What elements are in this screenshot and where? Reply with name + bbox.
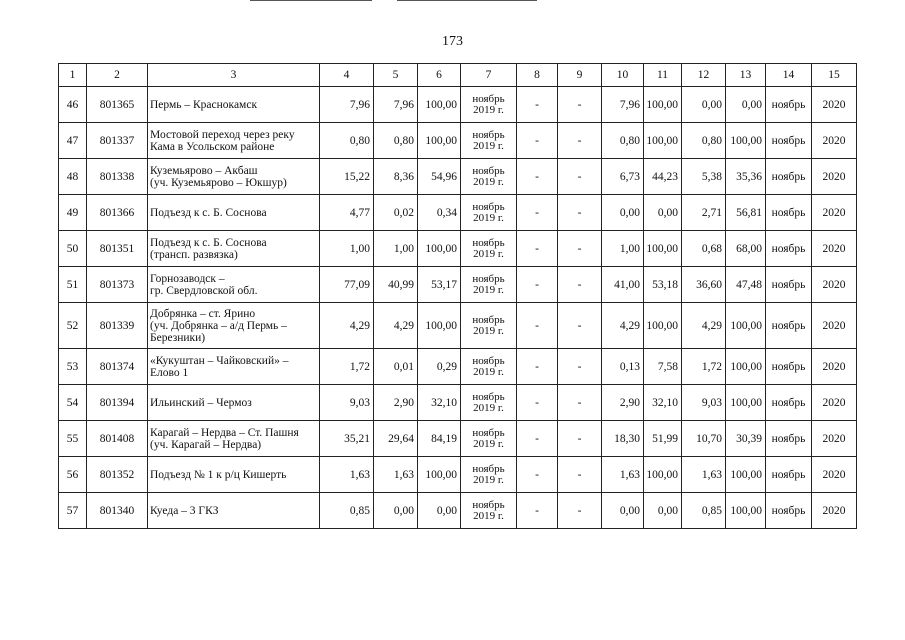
- name-cell-line: «Кукуштан – Чайковский» –: [150, 354, 289, 367]
- col12-cell: 36,60: [682, 267, 726, 303]
- col8-cell: -: [517, 159, 558, 195]
- name-cell: [148, 159, 320, 195]
- column-header: 6: [418, 64, 461, 87]
- month-cell-line: ноябрь: [472, 354, 505, 367]
- row-number-cell: 51: [59, 267, 87, 303]
- table-row: [59, 421, 857, 457]
- col9-cell: -: [558, 421, 602, 457]
- name-cell-line: Горнозаводск –: [150, 272, 225, 285]
- month-cell: [461, 303, 517, 349]
- length-cell: 0,80: [320, 123, 374, 159]
- col12-cell: 0,85: [682, 493, 726, 529]
- table-header-row: [59, 64, 857, 87]
- month-cell: [461, 87, 517, 123]
- col12-cell: 0,68: [682, 231, 726, 267]
- col13-cell: 100,00: [726, 457, 766, 493]
- year-cell: 2020: [812, 303, 857, 349]
- month-cell-line: 2019 г.: [473, 139, 504, 152]
- code-cell: 801352: [87, 457, 148, 493]
- col13-cell: 47,48: [726, 267, 766, 303]
- column-header: 2: [87, 64, 148, 87]
- name-cell-line: Березники): [150, 331, 206, 344]
- code-cell: 801394: [87, 385, 148, 421]
- column-header: 8: [517, 64, 558, 87]
- name-cell-line: Куземьярово – Акбаш: [150, 164, 258, 177]
- completed-cell: 29,64: [374, 421, 418, 457]
- row-number-cell: 54: [59, 385, 87, 421]
- name-cell: [148, 231, 320, 267]
- percent-cell: 54,96: [418, 159, 461, 195]
- table-row: [59, 123, 857, 159]
- code-cell: 801374: [87, 349, 148, 385]
- col8-cell: -: [517, 195, 558, 231]
- col8-cell: -: [517, 87, 558, 123]
- month-cell: [461, 493, 517, 529]
- row-number-cell: 52: [59, 303, 87, 349]
- month-cell-line: 2019 г.: [473, 211, 504, 224]
- col9-cell: -: [558, 159, 602, 195]
- year-cell: 2020: [812, 195, 857, 231]
- length-cell: 1,00: [320, 231, 374, 267]
- name-cell-line: (трансп. развязка): [150, 248, 238, 261]
- code-cell: 801338: [87, 159, 148, 195]
- column-header: 15: [812, 64, 857, 87]
- name-cell: [148, 385, 320, 421]
- row-number-cell: 53: [59, 349, 87, 385]
- column-header: 14: [766, 64, 812, 87]
- name-cell-line: Мостовой переход через реку: [150, 128, 295, 141]
- col13-cell: 56,81: [726, 195, 766, 231]
- table-row: [59, 87, 857, 123]
- name-cell-line: (уч. Куземьярово – Юкшур): [150, 176, 287, 189]
- col14-cell: ноябрь: [766, 195, 812, 231]
- column-header: 10: [602, 64, 644, 87]
- code-cell: 801351: [87, 231, 148, 267]
- col13-cell: 100,00: [726, 493, 766, 529]
- year-cell: 2020: [812, 349, 857, 385]
- col13-cell: 35,36: [726, 159, 766, 195]
- table-row: [59, 195, 857, 231]
- completed-cell: 4,29: [374, 303, 418, 349]
- year-cell: 2020: [812, 493, 857, 529]
- col8-cell: -: [517, 267, 558, 303]
- data-table: [58, 63, 857, 529]
- completed-cell: 1,63: [374, 457, 418, 493]
- col11-cell: 100,00: [644, 123, 682, 159]
- month-cell-line: ноябрь: [472, 462, 505, 475]
- col14-cell: ноябрь: [766, 303, 812, 349]
- table-row: [59, 267, 857, 303]
- col13-cell: 100,00: [726, 303, 766, 349]
- table-row: [59, 231, 857, 267]
- name-cell-line: Подъезд № 1 к р/ц Кишерть: [150, 468, 287, 481]
- month-cell: [461, 267, 517, 303]
- month-cell-line: 2019 г.: [473, 401, 504, 414]
- name-cell-line: Карагай – Нердва – Ст. Пашня: [150, 426, 299, 439]
- col9-cell: -: [558, 385, 602, 421]
- col11-cell: 100,00: [644, 303, 682, 349]
- col14-cell: ноябрь: [766, 493, 812, 529]
- col10-cell: 0,80: [602, 123, 644, 159]
- col9-cell: -: [558, 195, 602, 231]
- percent-cell: 100,00: [418, 123, 461, 159]
- month-cell-line: ноябрь: [472, 390, 505, 403]
- col8-cell: -: [517, 493, 558, 529]
- col14-cell: ноябрь: [766, 457, 812, 493]
- completed-cell: 0,80: [374, 123, 418, 159]
- col13-cell: 30,39: [726, 421, 766, 457]
- month-cell-line: ноябрь: [472, 426, 505, 439]
- month-cell-line: ноябрь: [472, 92, 505, 105]
- name-cell-line: Подъезд к с. Б. Соснова: [150, 206, 267, 219]
- code-cell: 801337: [87, 123, 148, 159]
- col14-cell: ноябрь: [766, 421, 812, 457]
- length-cell: 35,21: [320, 421, 374, 457]
- table-row: [59, 385, 857, 421]
- col10-cell: 0,00: [602, 195, 644, 231]
- col14-cell: ноябрь: [766, 385, 812, 421]
- name-cell: [148, 421, 320, 457]
- column-header: 7: [461, 64, 517, 87]
- year-cell: 2020: [812, 87, 857, 123]
- percent-cell: 100,00: [418, 303, 461, 349]
- year-cell: 2020: [812, 457, 857, 493]
- row-number-cell: 49: [59, 195, 87, 231]
- row-number-cell: 55: [59, 421, 87, 457]
- table-row: [59, 303, 857, 349]
- col12-cell: 2,71: [682, 195, 726, 231]
- name-cell-line: Подъезд к с. Б. Соснова: [150, 236, 267, 249]
- column-header: 12: [682, 64, 726, 87]
- name-cell: [148, 457, 320, 493]
- row-number-cell: 46: [59, 87, 87, 123]
- year-cell: 2020: [812, 123, 857, 159]
- percent-cell: 100,00: [418, 231, 461, 267]
- month-cell-line: ноябрь: [472, 498, 505, 511]
- percent-cell: 100,00: [418, 457, 461, 493]
- name-cell-line: Куеда – 3 ГКЗ: [150, 504, 219, 517]
- code-cell: 801340: [87, 493, 148, 529]
- percent-cell: 53,17: [418, 267, 461, 303]
- col8-cell: -: [517, 231, 558, 267]
- month-cell-line: 2019 г.: [473, 247, 504, 260]
- completed-cell: 40,99: [374, 267, 418, 303]
- name-cell-line: (уч. Карагай – Нердва): [150, 438, 262, 451]
- col11-cell: 0,00: [644, 493, 682, 529]
- col12-cell: 10,70: [682, 421, 726, 457]
- col12-cell: 1,72: [682, 349, 726, 385]
- completed-cell: 2,90: [374, 385, 418, 421]
- year-cell: 2020: [812, 385, 857, 421]
- month-cell-line: 2019 г.: [473, 324, 504, 337]
- year-cell: 2020: [812, 267, 857, 303]
- col8-cell: -: [517, 303, 558, 349]
- col8-cell: -: [517, 123, 558, 159]
- col9-cell: -: [558, 457, 602, 493]
- col14-cell: ноябрь: [766, 123, 812, 159]
- col8-cell: -: [517, 457, 558, 493]
- col10-cell: 4,29: [602, 303, 644, 349]
- length-cell: 1,63: [320, 457, 374, 493]
- code-cell: 801366: [87, 195, 148, 231]
- completed-cell: 8,36: [374, 159, 418, 195]
- year-cell: 2020: [812, 159, 857, 195]
- column-header: 4: [320, 64, 374, 87]
- col12-cell: 9,03: [682, 385, 726, 421]
- col11-cell: 44,23: [644, 159, 682, 195]
- name-cell-line: Пермь – Краснокамск: [150, 98, 258, 111]
- name-cell: [148, 493, 320, 529]
- percent-cell: 0,00: [418, 493, 461, 529]
- col12-cell: 5,38: [682, 159, 726, 195]
- col14-cell: ноябрь: [766, 267, 812, 303]
- col14-cell: ноябрь: [766, 349, 812, 385]
- col9-cell: -: [558, 303, 602, 349]
- table-row: [59, 159, 857, 195]
- completed-cell: 7,96: [374, 87, 418, 123]
- col9-cell: -: [558, 231, 602, 267]
- percent-cell: 0,34: [418, 195, 461, 231]
- col11-cell: 100,00: [644, 231, 682, 267]
- col14-cell: ноябрь: [766, 231, 812, 267]
- col14-cell: ноябрь: [766, 159, 812, 195]
- code-cell: 801339: [87, 303, 148, 349]
- name-cell: [148, 123, 320, 159]
- name-cell: [148, 87, 320, 123]
- col10-cell: 41,00: [602, 267, 644, 303]
- month-cell-line: ноябрь: [472, 272, 505, 285]
- col12-cell: 0,80: [682, 123, 726, 159]
- col13-cell: 100,00: [726, 385, 766, 421]
- month-cell-line: ноябрь: [472, 164, 505, 177]
- month-cell: [461, 195, 517, 231]
- col9-cell: -: [558, 493, 602, 529]
- length-cell: 7,96: [320, 87, 374, 123]
- column-header: 1: [59, 64, 87, 87]
- month-cell-line: 2019 г.: [473, 175, 504, 188]
- month-cell-line: ноябрь: [472, 313, 505, 326]
- table-row: [59, 493, 857, 529]
- col13-cell: 0,00: [726, 87, 766, 123]
- col11-cell: 100,00: [644, 457, 682, 493]
- col10-cell: 0,13: [602, 349, 644, 385]
- month-cell-line: 2019 г.: [473, 283, 504, 296]
- percent-cell: 100,00: [418, 87, 461, 123]
- col10-cell: 0,00: [602, 493, 644, 529]
- row-number-cell: 47: [59, 123, 87, 159]
- col10-cell: 1,00: [602, 231, 644, 267]
- col9-cell: -: [558, 123, 602, 159]
- column-header: 5: [374, 64, 418, 87]
- col14-cell: ноябрь: [766, 87, 812, 123]
- completed-cell: 0,01: [374, 349, 418, 385]
- length-cell: 1,72: [320, 349, 374, 385]
- month-cell: [461, 159, 517, 195]
- col8-cell: -: [517, 349, 558, 385]
- percent-cell: 84,19: [418, 421, 461, 457]
- col8-cell: -: [517, 385, 558, 421]
- month-cell-line: 2019 г.: [473, 437, 504, 450]
- name-cell-line: гр. Свердловской обл.: [150, 284, 258, 297]
- col11-cell: 32,10: [644, 385, 682, 421]
- col8-cell: -: [517, 421, 558, 457]
- length-cell: 0,85: [320, 493, 374, 529]
- name-cell-line: (уч. Добрянка – а/д Пермь –: [150, 319, 287, 332]
- col11-cell: 51,99: [644, 421, 682, 457]
- month-cell: [461, 385, 517, 421]
- year-cell: 2020: [812, 231, 857, 267]
- col11-cell: 53,18: [644, 267, 682, 303]
- table-row: [59, 457, 857, 493]
- name-cell: [148, 267, 320, 303]
- month-cell-line: 2019 г.: [473, 103, 504, 116]
- length-cell: 4,29: [320, 303, 374, 349]
- col11-cell: 0,00: [644, 195, 682, 231]
- month-cell-line: ноябрь: [472, 236, 505, 249]
- col9-cell: -: [558, 349, 602, 385]
- col9-cell: -: [558, 267, 602, 303]
- month-cell: [461, 457, 517, 493]
- year-cell: 2020: [812, 421, 857, 457]
- month-cell-line: 2019 г.: [473, 473, 504, 486]
- code-cell: 801373: [87, 267, 148, 303]
- col11-cell: 100,00: [644, 87, 682, 123]
- col13-cell: 100,00: [726, 349, 766, 385]
- col10-cell: 7,96: [602, 87, 644, 123]
- completed-cell: 0,02: [374, 195, 418, 231]
- row-number-cell: 50: [59, 231, 87, 267]
- col12-cell: 1,63: [682, 457, 726, 493]
- column-header: 11: [644, 64, 682, 87]
- month-cell: [461, 349, 517, 385]
- completed-cell: 0,00: [374, 493, 418, 529]
- length-cell: 15,22: [320, 159, 374, 195]
- name-cell: [148, 349, 320, 385]
- name-cell-line: Ильинский – Чермоз: [150, 396, 252, 409]
- name-cell-line: Кама в Усольском районе: [150, 140, 275, 153]
- top-rule-left: [250, 0, 372, 1]
- name-cell: [148, 195, 320, 231]
- col9-cell: -: [558, 87, 602, 123]
- length-cell: 9,03: [320, 385, 374, 421]
- name-cell-line: Добрянка – ст. Ярино: [150, 307, 256, 320]
- col10-cell: 6,73: [602, 159, 644, 195]
- column-header: 3: [148, 64, 320, 87]
- month-cell: [461, 421, 517, 457]
- length-cell: 77,09: [320, 267, 374, 303]
- name-cell-line: Елово 1: [150, 366, 189, 379]
- col10-cell: 2,90: [602, 385, 644, 421]
- length-cell: 4,77: [320, 195, 374, 231]
- page-number: 173: [442, 34, 463, 49]
- col10-cell: 18,30: [602, 421, 644, 457]
- col12-cell: 4,29: [682, 303, 726, 349]
- completed-cell: 1,00: [374, 231, 418, 267]
- row-number-cell: 57: [59, 493, 87, 529]
- col13-cell: 68,00: [726, 231, 766, 267]
- month-cell: [461, 123, 517, 159]
- code-cell: 801408: [87, 421, 148, 457]
- col12-cell: 0,00: [682, 87, 726, 123]
- name-cell: [148, 303, 320, 349]
- percent-cell: 0,29: [418, 349, 461, 385]
- col11-cell: 7,58: [644, 349, 682, 385]
- month-cell-line: ноябрь: [472, 128, 505, 141]
- percent-cell: 32,10: [418, 385, 461, 421]
- top-rule-right: [397, 0, 537, 1]
- column-header: 13: [726, 64, 766, 87]
- month-cell-line: 2019 г.: [473, 365, 504, 378]
- month-cell-line: ноябрь: [472, 200, 505, 213]
- col13-cell: 100,00: [726, 123, 766, 159]
- row-number-cell: 56: [59, 457, 87, 493]
- month-cell-line: 2019 г.: [473, 509, 504, 522]
- row-number-cell: 48: [59, 159, 87, 195]
- month-cell: [461, 231, 517, 267]
- column-header: 9: [558, 64, 602, 87]
- table-row: [59, 349, 857, 385]
- col10-cell: 1,63: [602, 457, 644, 493]
- code-cell: 801365: [87, 87, 148, 123]
